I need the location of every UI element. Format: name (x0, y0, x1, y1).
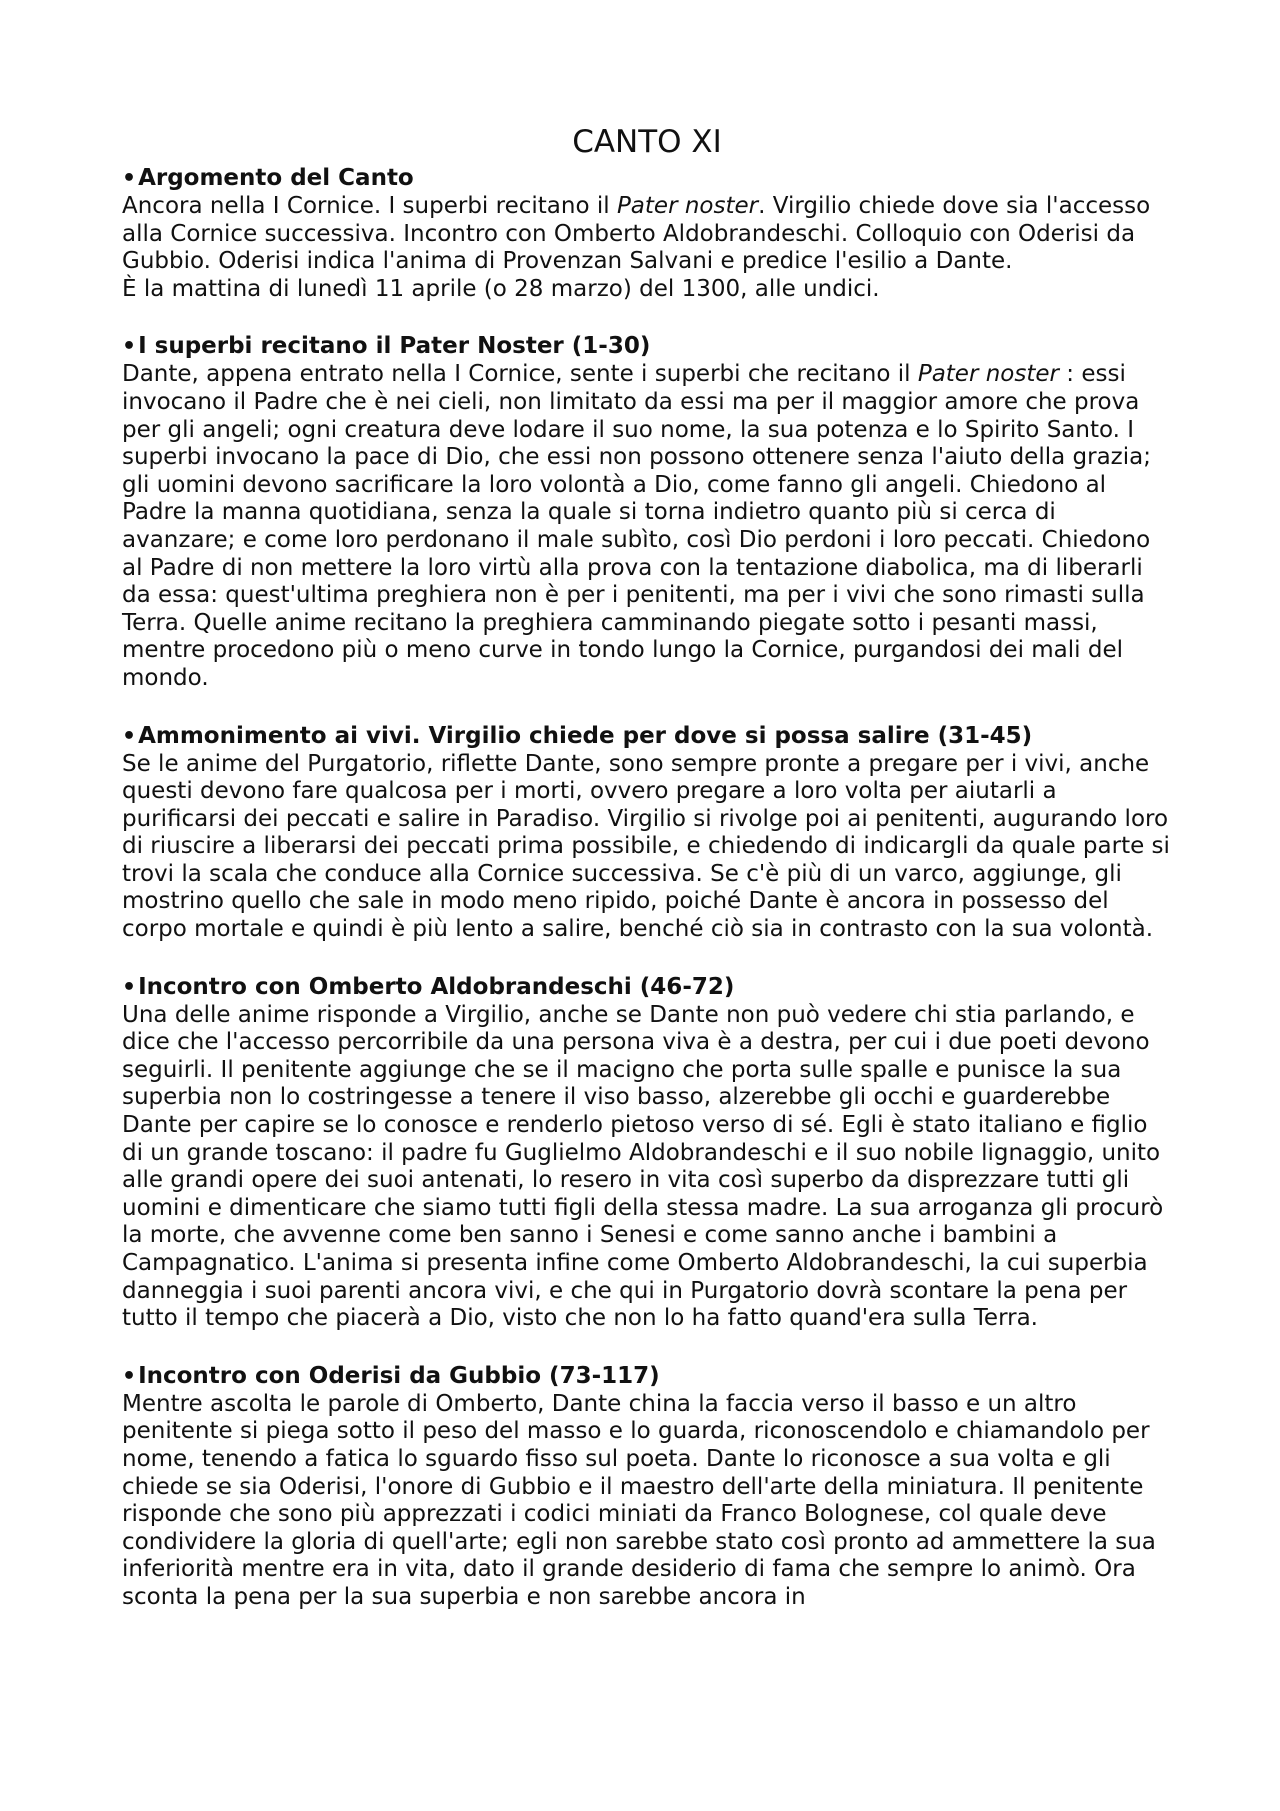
section-heading (122, 332, 1172, 361)
italic-text: Pater noster (616, 193, 759, 219)
document-page (122, 120, 1172, 1641)
section-paragraph: Se le anime del Purgatorio, riflette Dante, sono sempre pronte a pregare per i vivi, anche questi devono fare qualcosa per i morti, ovvero pregare a loro volta per aiutarli a purificarsi dei peccati e salire in Paradiso. Virgilio si rivolge poi ai penitenti, augurando loro di riuscire a liberarsi dei peccati prima possibile, e chiedendo di indicargli da quale parte si trovi la scala che conduce alla Cornice successiva. Se c'è più di un varco, aggiunge, gli mostrino quello che sale in modo meno ripido, poiché Dante è ancora in possesso del corpo mortale e quindi è più lento a salire, benché ciò sia in contrasto con la sua volontà. (122, 750, 1170, 943)
section (122, 164, 1172, 303)
section-heading-text: Ammonimento ai vivi. Virgilio chiede per dove si possa salire (31-45) (138, 722, 1033, 749)
italic-text: Pater noster (917, 361, 1059, 388)
section (122, 722, 1172, 944)
section-heading-text: I superbi recitano il Pater Noster (1-30) (138, 333, 651, 360)
section (122, 1362, 1172, 1612)
section-heading-text: Argomento del Canto (138, 165, 414, 191)
bullet-icon: • (122, 723, 137, 749)
page-title: CANTO XI (572, 124, 722, 160)
bullet-icon: • (122, 1363, 137, 1389)
section-paragraph: È la mattina di lunedì 11 aprile (o 28 marzo) del 1300, alle undici. (122, 275, 880, 302)
bullet-icon: • (122, 334, 137, 360)
section-heading (122, 164, 1172, 193)
section-paragraph: Una delle anime risponde a Virgilio, anche se Dante non può vedere chi stia parlando, e dice che l'accesso percorribile da una persona viva è a destra, per cui i due poeti devono seguirli. Il penitente aggiunge che se il macigno che porta sulle spalle e punisce la sua superbia non lo costringesse a tenere il viso basso, alzerebbe gli occhi e guarderebbe Dante per capire se lo conosce e renderlo pietoso verso di sé. Egli è stato italiano e figlio di un grande toscano: il padre fu Guglielmo Aldobrandeschi e il suo nobile lignaggio, unito alle grandi opere dei suoi antenati, lo resero in vita così superbo da disprezzare tutti gli uomini e dimenticare che siamo tutti figli della stessa madre. La sua arroganza gli procurò la morte, che avvenne come ben sanno i Senesi e come sanno anche i bambini a Campagnatico. L'anima si presenta infine come Omberto Aldobrandeschi, la cui superbia danneggia i suoi parenti ancora vivi, e che qui in Purgatorio dovrà scontare la pena per tutto il tempo che piacerà a Dio, visto che non lo ha fatto quand'era sulla Terra. (122, 1001, 1164, 1332)
section-heading (122, 722, 1172, 751)
bullet-icon: • (122, 166, 137, 191)
bullet-icon: • (122, 974, 137, 1000)
section-paragraph: Ancora nella I Cornice. I superbi recitano il Pater noster. Virgilio chiede dove sia l'accesso alla Cornice successiva. Incontro con Omberto Aldobrandeschi. Colloquio con Oderisi da Gubbio. Oderisi indica l'anima di Provenzan Salvani e predice l'esilio a Dante. (122, 193, 1151, 275)
sections-container (122, 164, 1172, 1612)
section-heading (122, 973, 1172, 1002)
section (122, 332, 1172, 692)
section-paragraph: Dante, appena entrato nella I Cornice, sente i superbi che recitano il Pater noster : essi invocano il Padre che è nei cieli, non limitato da essi ma per il maggior amore che prova per gli angeli; ogni creatura deve lodare il suo nome, la sua potenza e lo Spirito Santo. I superbi invocano la pace di Dio, che essi non possono ottenere senza l'aiuto della grazia; gli uomini devono sacrificare la loro volontà a Dio, come fanno gli angeli. Chiedono al Padre la manna quotidiana, senza la quale si torna indietro quanto più si cerca di avanzare; e come loro perdonano il male subìto, così Dio perdoni i loro peccati. Chiedono al Padre di non mettere la loro virtù alla prova con la tentazione diabolica, ma di liberarli da essa: quest'ultima preghiera non è per i penitenti, ma per i vivi che sono rimasti sulla Terra. Quelle anime recitano la preghiera camminando piegate sotto i pesanti massi, mentre procedono più o meno curve in tondo lungo la Cornice, purgandosi dei mali del mondo. (122, 361, 1151, 691)
section (122, 973, 1172, 1333)
section-heading-text: Incontro con Omberto Aldobrandeschi (46-72) (138, 973, 735, 1000)
section-heading (122, 1362, 1172, 1391)
section-paragraph: Mentre ascolta le parole di Omberto, Dante china la faccia verso il basso e un altro penitente si piega sotto il peso del masso e lo guarda, riconoscendolo e chiamandolo per nome, tenendo a fatica lo sguardo fisso sul poeta. Dante lo riconosce a sua volta e gli chiede se sia Oderisi, l'onore di Gubbio e il maestro dell'arte della miniatura. Il penitente risponde che sono più apprezzati i codici miniati da Franco Bolognese, col quale deve condividere la gloria di quell'arte; egli non sarebbe stato così pronto ad ammettere la sua inferiorità mentre era in vita, dato il grande desiderio di fama che sempre lo animò. Ora sconta la pena per la sua superbia e non sarebbe ancora in (122, 1390, 1156, 1610)
section-heading-text: Incontro con Oderisi da Gubbio (73-117) (138, 1362, 660, 1389)
